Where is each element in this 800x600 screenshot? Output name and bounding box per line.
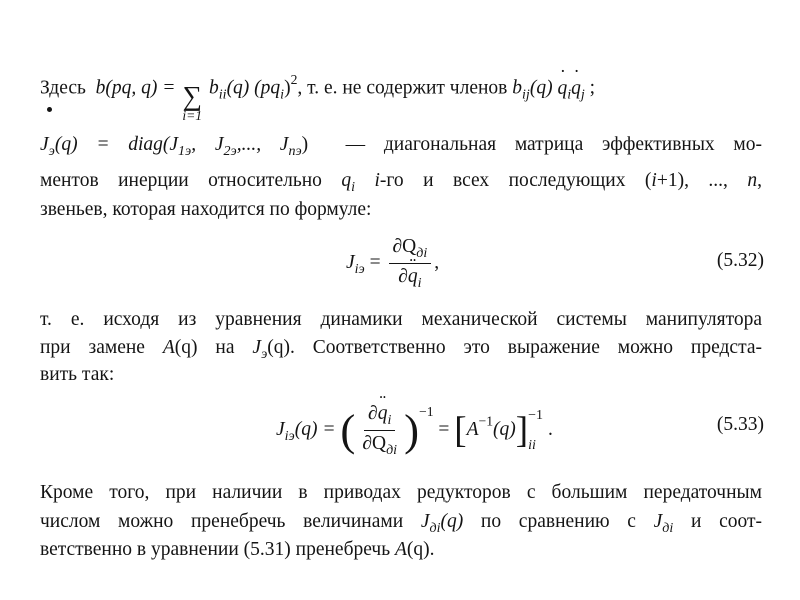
p4-J2: J (653, 511, 663, 532)
p4-J1-sub: дi (429, 519, 441, 536)
eq533-A-sup: −1 (478, 413, 494, 429)
p4-line3b: (q). (406, 539, 435, 560)
q-dot-i: q ˙ (557, 77, 567, 101)
eq533-period: . (543, 419, 553, 441)
j-e-subscript: э (48, 142, 55, 159)
eq532-den-sub: i (417, 274, 422, 291)
formula-b-lhs: b(pq, q) = (95, 77, 181, 99)
eq533-lhs-arg: (q) = (294, 419, 341, 441)
eq533-left-bracket: [ (454, 410, 467, 452)
eq532-denominator (394, 264, 425, 291)
equation-5-33 (276, 398, 553, 458)
word-here: Здесь (40, 77, 86, 99)
eq533-A-arg: (q) (493, 419, 516, 441)
b-ij-arg: (q) (529, 77, 553, 99)
b-ii-arg: (q) (pq (226, 77, 281, 99)
line2-n: n (747, 170, 758, 191)
line2-f: , (757, 170, 762, 191)
paragraph-definition-b (40, 68, 595, 122)
p4-J2-sub: дi (662, 519, 674, 536)
power-2: 2 (290, 72, 298, 87)
equation-number-5-32: (5.32) (716, 250, 764, 271)
q-i-subscript: i (351, 178, 356, 195)
eq533-right-paren: ) (404, 405, 419, 456)
p4-line2a: числом можно пренебречь величинами (40, 511, 421, 532)
paragraph-diag-line1 (40, 133, 762, 163)
equation-5-32 (346, 236, 439, 291)
sum-index: i=1 (182, 107, 203, 123)
eq532-den-partial: ∂ (398, 266, 408, 288)
q-dot-i-subscript: i (567, 86, 572, 103)
p3-line3: вить так: (40, 364, 115, 385)
sum-operator (182, 83, 202, 122)
b-ij: b (512, 77, 523, 99)
eq533-left-paren: ( (340, 405, 356, 456)
line3-text: звеньев, которая находится по формуле: (40, 199, 372, 220)
p4-line1: Кроме того, при наличии в приводах редукторов с большим передаточным (40, 482, 762, 503)
p3-line2b: (q) на (174, 337, 253, 358)
jn: ,..., J (236, 134, 289, 155)
eq533-denominator (358, 431, 401, 458)
line2-c: -го и всех последующих ( (379, 170, 652, 191)
j-e: J (40, 134, 49, 155)
eq533-power: −1 (419, 404, 434, 419)
eq533-bracket-scripts (528, 408, 543, 453)
eq533-A: A (466, 419, 479, 441)
close-paren: ) (284, 77, 291, 99)
paragraph-replace-line2 (40, 336, 762, 366)
j2-subscript: 2э (223, 142, 237, 159)
diag-description: — диагональная матрица эффективных мо- (345, 134, 763, 155)
b-ii: b (209, 77, 219, 99)
paragraph-diag-line2 (40, 169, 762, 199)
eq533-num-sub: i (387, 412, 392, 428)
b-ii-subscript: ii (218, 86, 227, 103)
end-semicolon: ; (584, 77, 596, 99)
eq533-lhs: J (276, 419, 285, 441)
p4-line2c: и соот- (673, 511, 762, 532)
eq532-eq: = (364, 252, 386, 274)
eq533-eq2: = (433, 419, 455, 441)
diag-close: ) (301, 134, 309, 155)
stray-dot-mark (47, 107, 52, 112)
eq533-den-sub: дi (386, 442, 398, 459)
q-i: q (341, 170, 352, 191)
j2: , J (191, 134, 224, 155)
eq532-num-text: ∂Q (392, 236, 417, 257)
diag-expr: (q) = diag(J (54, 134, 179, 155)
equation-number-5-33: (5.33) (716, 414, 764, 435)
eq532-comma: , (434, 252, 440, 274)
p3-line2c: (q). Соответственно это выражение можно предста- (267, 337, 762, 358)
eq533-num-q: q ¨ (378, 403, 388, 425)
line2-e: +1), ..., (656, 170, 748, 191)
eq533-fraction (358, 403, 401, 458)
p4-line2b: по сравнению с (463, 511, 654, 532)
b-ij-subscript: ij (522, 86, 530, 103)
paragraph-reducers-line2 (40, 510, 762, 540)
p3-J: J (252, 337, 262, 358)
p3-J-sub: э (261, 345, 268, 362)
p3-line2a: при замене (40, 337, 163, 358)
eq533-ii-sub: ii (528, 436, 536, 453)
eq532-lhs-sub: iэ (354, 260, 365, 277)
eq533-lhs-sub: iэ (284, 428, 295, 445)
q-dot-j-subscript: j (580, 86, 585, 103)
eq532-fraction (389, 236, 432, 291)
q-dot-j: q ˙ (571, 77, 581, 101)
eq533-right-bracket: ] (515, 410, 529, 452)
eq532-den-q: q ¨ (408, 266, 418, 288)
eq532-num-sub: дi (416, 244, 428, 261)
pq-subscript: i (280, 86, 285, 103)
line2-a: ментов инерции относительно (40, 170, 342, 191)
line2-d: i (651, 170, 657, 191)
p4-A: A (394, 539, 407, 560)
paragraph-reducers-line1 (40, 481, 762, 505)
paragraph-reducers-line3 (40, 538, 435, 562)
j1-subscript: 1э (178, 142, 192, 159)
jn-subscript: nэ (288, 142, 302, 159)
p3-A: A (162, 337, 175, 358)
p4-J1: J (420, 511, 430, 532)
eq533-numerator (364, 403, 395, 431)
paragraph-replace-line3 (40, 363, 114, 387)
eq533-den-text: ∂Q (362, 433, 387, 455)
eq533-power2: −1 (528, 407, 544, 424)
paragraph-diag-line3 (40, 198, 371, 222)
sum-sign: ∑ (182, 81, 202, 112)
tail-text: , т. е. не содержит членов (297, 77, 513, 99)
line2-i: i (355, 170, 380, 191)
paragraph-replace-line1 (40, 308, 762, 332)
eq532-lhs: J (346, 252, 355, 274)
eq533-num-partial: ∂ (368, 403, 378, 425)
p4-J1-arg: (q) (440, 511, 464, 532)
p4-line3a: ветственно в уравнении (5.31) пренебречь (40, 539, 395, 560)
p3-line1: т. е. исходя из уравнения динамики механической системы манипулятора (40, 309, 762, 330)
